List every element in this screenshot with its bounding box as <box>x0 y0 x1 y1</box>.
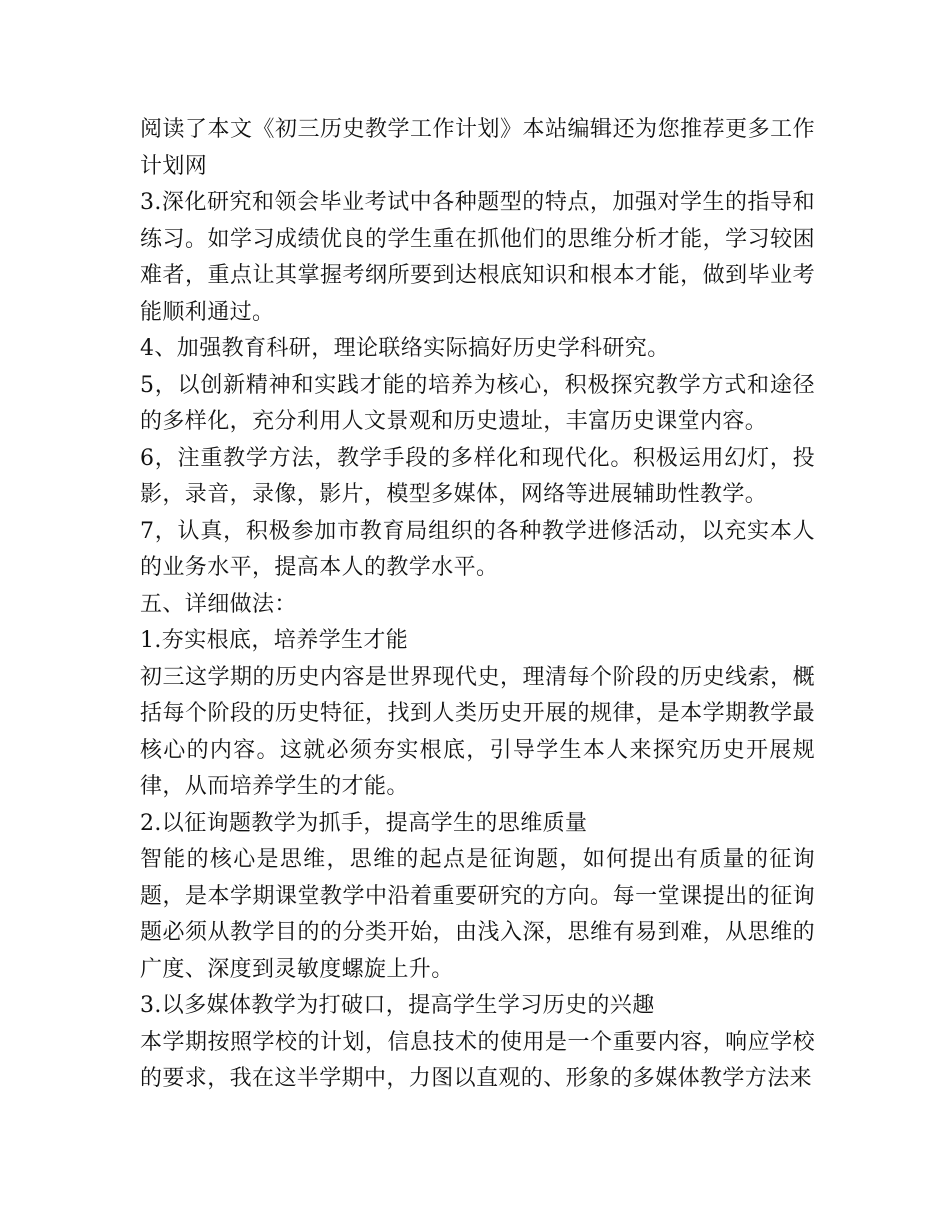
paragraph-item-3: 3.深化研究和领会毕业考试中各种题型的特点，加强对学生的指导和练习。如学习成绩优良的学生重在抓他们的思维分析才能，学习较困难者，重点让其掌握考纲所要到达根底知识和根本才能，做到毕业考能顺利通过。 <box>140 190 815 325</box>
paragraph-intro: 阅读了本文《初三历史教学工作计划》本站编辑还为您推荐更多工作计划网 <box>140 117 815 179</box>
subheading-3: 3.以多媒体教学为打破口，提高学生学习历史的兴趣 <box>140 993 655 1018</box>
paragraph-item-6: 6，注重教学方法，教学手段的多样化和现代化。积极运用幻灯，投影，录音，录像，影片，模型多媒体，网络等进展辅助性教学。 <box>140 445 815 507</box>
paragraph-subsection-2: 智能的核心是思维，思维的起点是征询题，如何提出有质量的征询题，是本学期课堂教学中沿着重要研究的方向。每一堂课提出的征询题必须从教学目的的分类开始，由浅入深，思维有易到难，从思维的广度、深度到灵敏度螺旋上升。 <box>140 847 815 982</box>
paragraph-item-5: 5，以创新精神和实践才能的培养为核心，积极探究教学方式和途径的多样化，充分利用人文景观和历史遗址，丰富历史课堂内容。 <box>140 372 815 434</box>
subheading-2: 2.以征询题教学为抓手，提高学生的思维质量 <box>140 810 588 836</box>
subheading-1: 1.夯实根底，培养学生才能 <box>140 628 409 653</box>
paragraph-subsection-3: 本学期按照学校的计划，信息技术的使用是一个重要内容，响应学校的要求，我在这半学期中，力图以直观的、形象的多媒体教学方法来 <box>140 1029 815 1091</box>
paragraph-subsection-1: 初三这学期的历史内容是世界现代史，理清每个阶段的历史线索，概括每个阶段的历史特征，找到人类历史开展的规律，是本学期教学最核心的内容。这就必须夯实根底，引导学生本人来探究历史开展规律，从而培养学生的才能。 <box>140 664 815 799</box>
paragraph-item-7: 7，认真，积极参加市教育局组织的各种教学进修活动，以充实本人的业务水平，提高本人的教学水平。 <box>140 518 815 580</box>
section-heading-five: 五、详细做法： <box>140 591 297 617</box>
document-body <box>140 112 815 1098</box>
paragraph-item-4: 4、加强教育科研，理论联络实际搞好历史学科研究。 <box>140 336 670 361</box>
